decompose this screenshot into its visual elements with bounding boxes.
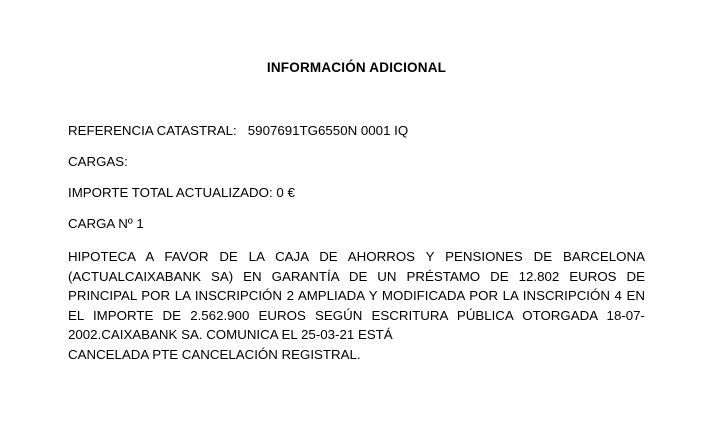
page-title: INFORMACIÓN ADICIONAL [266, 60, 447, 75]
carga-description-paragraph [68, 247, 645, 364]
carga-description-text: HIPOTECA A FAVOR DE LA CAJA DE AHORROS Y PENSIONES DE BARCELONA (ACTUALCAIXABANK SA) EN GARANTÍA DE UN PRÉSTAMO DE 12.802 EUROS DE PRINCIPAL POR LA INSCRIPCIÓN 2 AMPLIADA Y MODIFICADA POR LA INSCRIPCIÓN 4 EN EL IMPORTE DE 2.562.900 EUROS SEGÚN ESCRITURA PÚBLICA OTORGADA 18-07-2002.CAIXABANK SA. COMUNICA EL 25-03-21 ESTÁ [68, 249, 645, 342]
field-referencia-catastral: REFERENCIA CATASTRAL: 5907691TG6550N 0001 IQ [68, 123, 409, 138]
field-carga-numero: CARGA Nº 1 [68, 216, 144, 231]
document-body [68, 123, 645, 364]
field-cargas: CARGAS: [68, 154, 128, 169]
carga-description-lastline: CANCELADA PTE CANCELACIÓN REGISTRAL. [68, 346, 361, 362]
field-importe-total-actualizado: IMPORTE TOTAL ACTUALIZADO: 0 € [68, 185, 295, 200]
